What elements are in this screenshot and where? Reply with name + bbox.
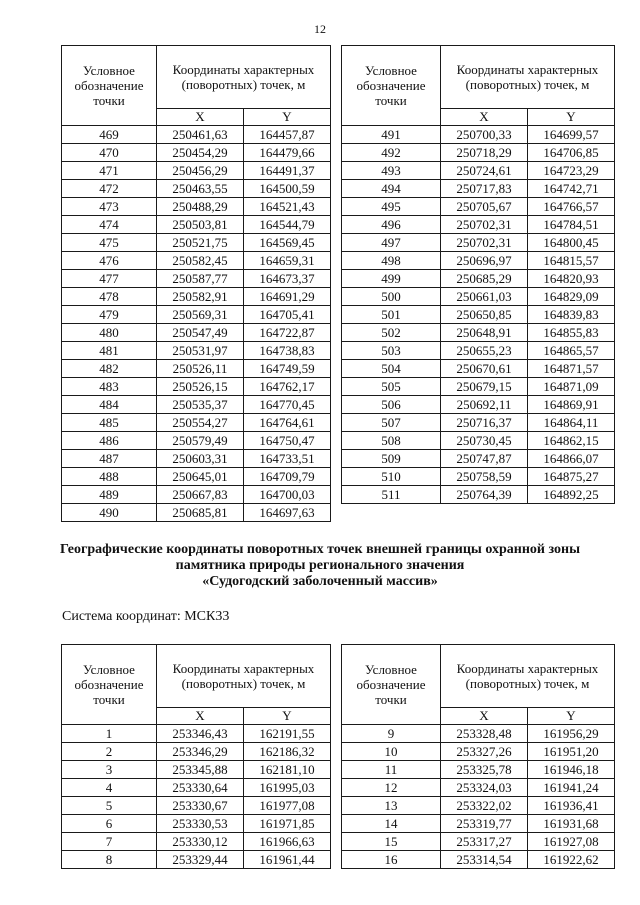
point-number-cell: 472 [62, 180, 157, 198]
x-coordinate-cell: 250692,11 [441, 396, 528, 414]
x-coordinate-cell: 250685,29 [441, 270, 528, 288]
point-number-cell: 492 [342, 144, 441, 162]
section-title-line-2: памятника природы регионального значения [175, 558, 465, 573]
table-row [342, 797, 615, 815]
point-number-cell: 501 [342, 306, 441, 324]
y-header: Y [244, 109, 331, 126]
table-row [62, 378, 331, 396]
y-coordinate-cell: 164766,57 [528, 198, 615, 216]
table-row [342, 396, 615, 414]
y-coordinate-cell: 164871,09 [528, 378, 615, 396]
section-title-line-1: Географические координаты поворотных точек внешней границы охранной зоны [59, 542, 581, 557]
x-coordinate-cell: 253346,43 [157, 725, 244, 743]
coordinates-header: Координаты характерных (поворотных) точек, м [441, 645, 615, 708]
y-coordinate-cell: 164457,87 [244, 126, 331, 144]
x-header: X [441, 109, 528, 126]
point-number-cell: 491 [342, 126, 441, 144]
point-number-cell: 16 [342, 851, 441, 869]
y-coordinate-cell: 164500,59 [244, 180, 331, 198]
y-coordinate-cell: 164691,29 [244, 288, 331, 306]
point-number-cell: 505 [342, 378, 441, 396]
y-coordinate-cell: 164865,57 [528, 342, 615, 360]
point-number-cell: 489 [62, 486, 157, 504]
y-coordinate-cell: 161941,24 [528, 779, 615, 797]
point-number-cell: 494 [342, 180, 441, 198]
table-row [342, 743, 615, 761]
point-number-cell: 483 [62, 378, 157, 396]
x-coordinate-cell: 250488,29 [157, 198, 244, 216]
y-coordinate-cell: 161966,63 [244, 833, 331, 851]
coordinates-table-1-right [341, 45, 615, 504]
y-coordinate-cell: 164820,93 [528, 270, 615, 288]
y-coordinate-cell: 162191,55 [244, 725, 331, 743]
y-coordinate-cell: 164723,29 [528, 162, 615, 180]
point-number-cell: 2 [62, 743, 157, 761]
coordinates-table-1-left [61, 45, 331, 522]
y-coordinate-cell: 164839,83 [528, 306, 615, 324]
table-row [62, 432, 331, 450]
table-row [342, 144, 615, 162]
x-coordinate-cell: 253329,44 [157, 851, 244, 869]
point-number-cell: 504 [342, 360, 441, 378]
y-coordinate-cell: 164762,17 [244, 378, 331, 396]
x-coordinate-cell: 250531,97 [157, 342, 244, 360]
table-row [342, 833, 615, 851]
y-coordinate-cell: 164864,11 [528, 414, 615, 432]
point-number-cell: 12 [342, 779, 441, 797]
point-number-cell: 510 [342, 468, 441, 486]
x-coordinate-cell: 253330,53 [157, 815, 244, 833]
table-row [342, 126, 615, 144]
table-row [342, 234, 615, 252]
point-number-cell: 479 [62, 306, 157, 324]
y-coordinate-cell: 164770,45 [244, 396, 331, 414]
x-coordinate-cell: 250718,29 [441, 144, 528, 162]
page-number: 12 [314, 22, 326, 36]
x-coordinate-cell: 250758,59 [441, 468, 528, 486]
point-number-cell: 508 [342, 432, 441, 450]
point-number-cell: 478 [62, 288, 157, 306]
x-coordinate-cell: 250667,83 [157, 486, 244, 504]
x-coordinate-cell: 250456,29 [157, 162, 244, 180]
point-number-cell: 475 [62, 234, 157, 252]
point-number-cell: 480 [62, 324, 157, 342]
table-row [342, 815, 615, 833]
x-coordinate-cell: 250463,55 [157, 180, 244, 198]
table-row [62, 180, 331, 198]
point-number-cell: 507 [342, 414, 441, 432]
x-coordinate-cell: 250587,77 [157, 270, 244, 288]
point-number-cell: 470 [62, 144, 157, 162]
table-row [342, 306, 615, 324]
y-coordinate-cell: 164722,87 [244, 324, 331, 342]
y-coordinate-cell: 161936,41 [528, 797, 615, 815]
y-coordinate-cell: 164869,91 [528, 396, 615, 414]
table-row [62, 779, 331, 797]
x-coordinate-cell: 250724,61 [441, 162, 528, 180]
x-coordinate-cell: 250521,75 [157, 234, 244, 252]
point-number-cell: 482 [62, 360, 157, 378]
point-number-cell: 471 [62, 162, 157, 180]
table-row [62, 797, 331, 815]
point-number-cell: 498 [342, 252, 441, 270]
table-row [342, 779, 615, 797]
x-header: X [157, 708, 244, 725]
y-coordinate-cell: 164742,71 [528, 180, 615, 198]
x-coordinate-cell: 250603,31 [157, 450, 244, 468]
point-number-cell: 7 [62, 833, 157, 851]
table-row [62, 761, 331, 779]
x-coordinate-cell: 250569,31 [157, 306, 244, 324]
x-coordinate-cell: 253317,27 [441, 833, 528, 851]
point-number-cell: 495 [342, 198, 441, 216]
x-coordinate-cell: 250582,91 [157, 288, 244, 306]
point-header: Условное обозначение точки [342, 645, 441, 725]
point-number-cell: 503 [342, 342, 441, 360]
table-row [62, 450, 331, 468]
y-coordinate-cell: 164871,57 [528, 360, 615, 378]
x-coordinate-cell: 253324,03 [441, 779, 528, 797]
point-number-cell: 11 [342, 761, 441, 779]
table-row [62, 342, 331, 360]
table-row [62, 288, 331, 306]
point-number-cell: 15 [342, 833, 441, 851]
point-number-cell: 485 [62, 414, 157, 432]
point-number-cell: 3 [62, 761, 157, 779]
y-coordinate-cell: 164892,25 [528, 486, 615, 504]
y-coordinate-cell: 161922,62 [528, 851, 615, 869]
point-number-cell: 13 [342, 797, 441, 815]
table-row [342, 198, 615, 216]
point-header: Условное обозначение точки [342, 46, 441, 126]
table-row [342, 414, 615, 432]
y-coordinate-cell: 164700,03 [244, 486, 331, 504]
table-row [62, 360, 331, 378]
point-number-cell: 500 [342, 288, 441, 306]
x-coordinate-cell: 250702,31 [441, 234, 528, 252]
y-coordinate-cell: 164673,37 [244, 270, 331, 288]
point-number-cell: 476 [62, 252, 157, 270]
x-coordinate-cell: 253345,88 [157, 761, 244, 779]
x-coordinate-cell: 253327,26 [441, 743, 528, 761]
table-row [342, 468, 615, 486]
x-coordinate-cell: 250582,45 [157, 252, 244, 270]
table-row [342, 725, 615, 743]
x-coordinate-cell: 250764,39 [441, 486, 528, 504]
y-coordinate-cell: 161931,68 [528, 815, 615, 833]
y-coordinate-cell: 164815,57 [528, 252, 615, 270]
y-header: Y [244, 708, 331, 725]
x-coordinate-cell: 253330,67 [157, 797, 244, 815]
table-row [62, 162, 331, 180]
y-coordinate-cell: 164479,66 [244, 144, 331, 162]
y-coordinate-cell: 161961,44 [244, 851, 331, 869]
y-coordinate-cell: 161977,08 [244, 797, 331, 815]
x-coordinate-cell: 250526,11 [157, 360, 244, 378]
table-row [62, 833, 331, 851]
x-coordinate-cell: 253322,02 [441, 797, 528, 815]
y-coordinate-cell: 164750,47 [244, 432, 331, 450]
x-coordinate-cell: 253346,29 [157, 743, 244, 761]
point-number-cell: 6 [62, 815, 157, 833]
point-number-cell: 473 [62, 198, 157, 216]
x-coordinate-cell: 253319,77 [441, 815, 528, 833]
y-coordinate-cell: 164569,45 [244, 234, 331, 252]
y-header: Y [528, 109, 615, 126]
x-coordinate-cell: 250503,81 [157, 216, 244, 234]
table-row [62, 725, 331, 743]
y-coordinate-cell: 164709,79 [244, 468, 331, 486]
y-coordinate-cell: 164738,83 [244, 342, 331, 360]
y-coordinate-cell: 164866,07 [528, 450, 615, 468]
table-row [342, 851, 615, 869]
table-row [342, 360, 615, 378]
point-number-cell: 496 [342, 216, 441, 234]
coordinates-table-2-left [61, 644, 331, 869]
y-coordinate-cell: 164733,51 [244, 450, 331, 468]
x-coordinate-cell: 250535,37 [157, 396, 244, 414]
x-coordinate-cell: 250747,87 [441, 450, 528, 468]
point-number-cell: 488 [62, 468, 157, 486]
x-coordinate-cell: 250655,23 [441, 342, 528, 360]
point-number-cell: 497 [342, 234, 441, 252]
table-row [62, 216, 331, 234]
point-header: Условное обозначение точки [62, 46, 157, 126]
y-coordinate-cell: 161956,29 [528, 725, 615, 743]
x-coordinate-cell: 250526,15 [157, 378, 244, 396]
table-row [62, 126, 331, 144]
x-coordinate-cell: 250645,01 [157, 468, 244, 486]
point-number-cell: 506 [342, 396, 441, 414]
x-coordinate-cell: 253325,78 [441, 761, 528, 779]
x-coordinate-cell: 250700,33 [441, 126, 528, 144]
table-row [62, 851, 331, 869]
point-number-cell: 474 [62, 216, 157, 234]
table-row [62, 144, 331, 162]
table-row [62, 743, 331, 761]
x-coordinate-cell: 250705,67 [441, 198, 528, 216]
table-row [342, 378, 615, 396]
x-coordinate-cell: 253328,48 [441, 725, 528, 743]
y-coordinate-cell: 164829,09 [528, 288, 615, 306]
x-coordinate-cell: 250702,31 [441, 216, 528, 234]
table-row [62, 324, 331, 342]
table-row [62, 504, 331, 522]
y-coordinate-cell: 161951,20 [528, 743, 615, 761]
x-coordinate-cell: 250554,27 [157, 414, 244, 432]
y-coordinate-cell: 161995,03 [244, 779, 331, 797]
point-number-cell: 469 [62, 126, 157, 144]
point-number-cell: 487 [62, 450, 157, 468]
table-row [342, 270, 615, 288]
point-number-cell: 14 [342, 815, 441, 833]
point-number-cell: 493 [342, 162, 441, 180]
section-title-line-3: «Судогодский заболоченный массив» [202, 574, 438, 589]
x-coordinate-cell: 250670,61 [441, 360, 528, 378]
y-coordinate-cell: 164705,41 [244, 306, 331, 324]
y-coordinate-cell: 164491,37 [244, 162, 331, 180]
y-coordinate-cell: 164862,15 [528, 432, 615, 450]
point-number-cell: 9 [342, 725, 441, 743]
y-coordinate-cell: 164521,43 [244, 198, 331, 216]
table-row [342, 761, 615, 779]
y-coordinate-cell: 161946,18 [528, 761, 615, 779]
y-header: Y [528, 708, 615, 725]
x-coordinate-cell: 253314,54 [441, 851, 528, 869]
x-coordinate-cell: 250547,49 [157, 324, 244, 342]
coordinates-header: Координаты характерных (поворотных) точек, м [441, 46, 615, 109]
point-number-cell: 502 [342, 324, 441, 342]
x-coordinate-cell: 250661,03 [441, 288, 528, 306]
y-coordinate-cell: 164544,79 [244, 216, 331, 234]
x-coordinate-cell: 250730,45 [441, 432, 528, 450]
y-coordinate-cell: 164749,59 [244, 360, 331, 378]
y-coordinate-cell: 164784,51 [528, 216, 615, 234]
table-row [342, 180, 615, 198]
y-coordinate-cell: 164800,45 [528, 234, 615, 252]
coordinates-header: Координаты характерных (поворотных) точек, м [157, 645, 331, 708]
y-coordinate-cell: 164875,27 [528, 468, 615, 486]
table-row [62, 270, 331, 288]
x-coordinate-cell: 250648,91 [441, 324, 528, 342]
point-number-cell: 477 [62, 270, 157, 288]
coordinate-system: Система координат: МСК33 [62, 609, 230, 624]
point-number-cell: 10 [342, 743, 441, 761]
x-coordinate-cell: 250679,15 [441, 378, 528, 396]
x-coordinate-cell: 250717,83 [441, 180, 528, 198]
table-row [62, 486, 331, 504]
table-row [342, 216, 615, 234]
point-number-cell: 511 [342, 486, 441, 504]
table-row [62, 234, 331, 252]
y-coordinate-cell: 164764,61 [244, 414, 331, 432]
x-coordinate-cell: 250454,29 [157, 144, 244, 162]
point-header: Условное обозначение точки [62, 645, 157, 725]
x-header: X [441, 708, 528, 725]
table-row [62, 414, 331, 432]
coordinates-header: Координаты характерных (поворотных) точек, м [157, 46, 331, 109]
table-row [342, 342, 615, 360]
x-coordinate-cell: 253330,12 [157, 833, 244, 851]
y-coordinate-cell: 164706,85 [528, 144, 615, 162]
coordinates-table-2-right [341, 644, 615, 869]
y-coordinate-cell: 161971,85 [244, 815, 331, 833]
y-coordinate-cell: 164659,31 [244, 252, 331, 270]
point-number-cell: 484 [62, 396, 157, 414]
point-number-cell: 499 [342, 270, 441, 288]
point-number-cell: 4 [62, 779, 157, 797]
section-title [40, 542, 600, 590]
x-coordinate-cell: 250716,37 [441, 414, 528, 432]
y-coordinate-cell: 162181,10 [244, 761, 331, 779]
y-coordinate-cell: 164855,83 [528, 324, 615, 342]
table-row [342, 432, 615, 450]
table-row [342, 324, 615, 342]
table-row [342, 288, 615, 306]
x-coordinate-cell: 250685,81 [157, 504, 244, 522]
point-number-cell: 1 [62, 725, 157, 743]
table-row [62, 252, 331, 270]
y-coordinate-cell: 164697,63 [244, 504, 331, 522]
x-coordinate-cell: 253330,64 [157, 779, 244, 797]
point-number-cell: 481 [62, 342, 157, 360]
table-row [62, 396, 331, 414]
x-coordinate-cell: 250579,49 [157, 432, 244, 450]
point-number-cell: 509 [342, 450, 441, 468]
table-row [342, 252, 615, 270]
point-number-cell: 8 [62, 851, 157, 869]
point-number-cell: 486 [62, 432, 157, 450]
point-number-cell: 5 [62, 797, 157, 815]
x-coordinate-cell: 250650,85 [441, 306, 528, 324]
table-row [62, 468, 331, 486]
table-row [62, 815, 331, 833]
table-row [342, 450, 615, 468]
x-coordinate-cell: 250696,97 [441, 252, 528, 270]
table-row [62, 306, 331, 324]
x-coordinate-cell: 250461,63 [157, 126, 244, 144]
table-row [62, 198, 331, 216]
x-header: X [157, 109, 244, 126]
y-coordinate-cell: 162186,32 [244, 743, 331, 761]
y-coordinate-cell: 164699,57 [528, 126, 615, 144]
table-row [342, 486, 615, 504]
y-coordinate-cell: 161927,08 [528, 833, 615, 851]
table-row [342, 162, 615, 180]
point-number-cell: 490 [62, 504, 157, 522]
